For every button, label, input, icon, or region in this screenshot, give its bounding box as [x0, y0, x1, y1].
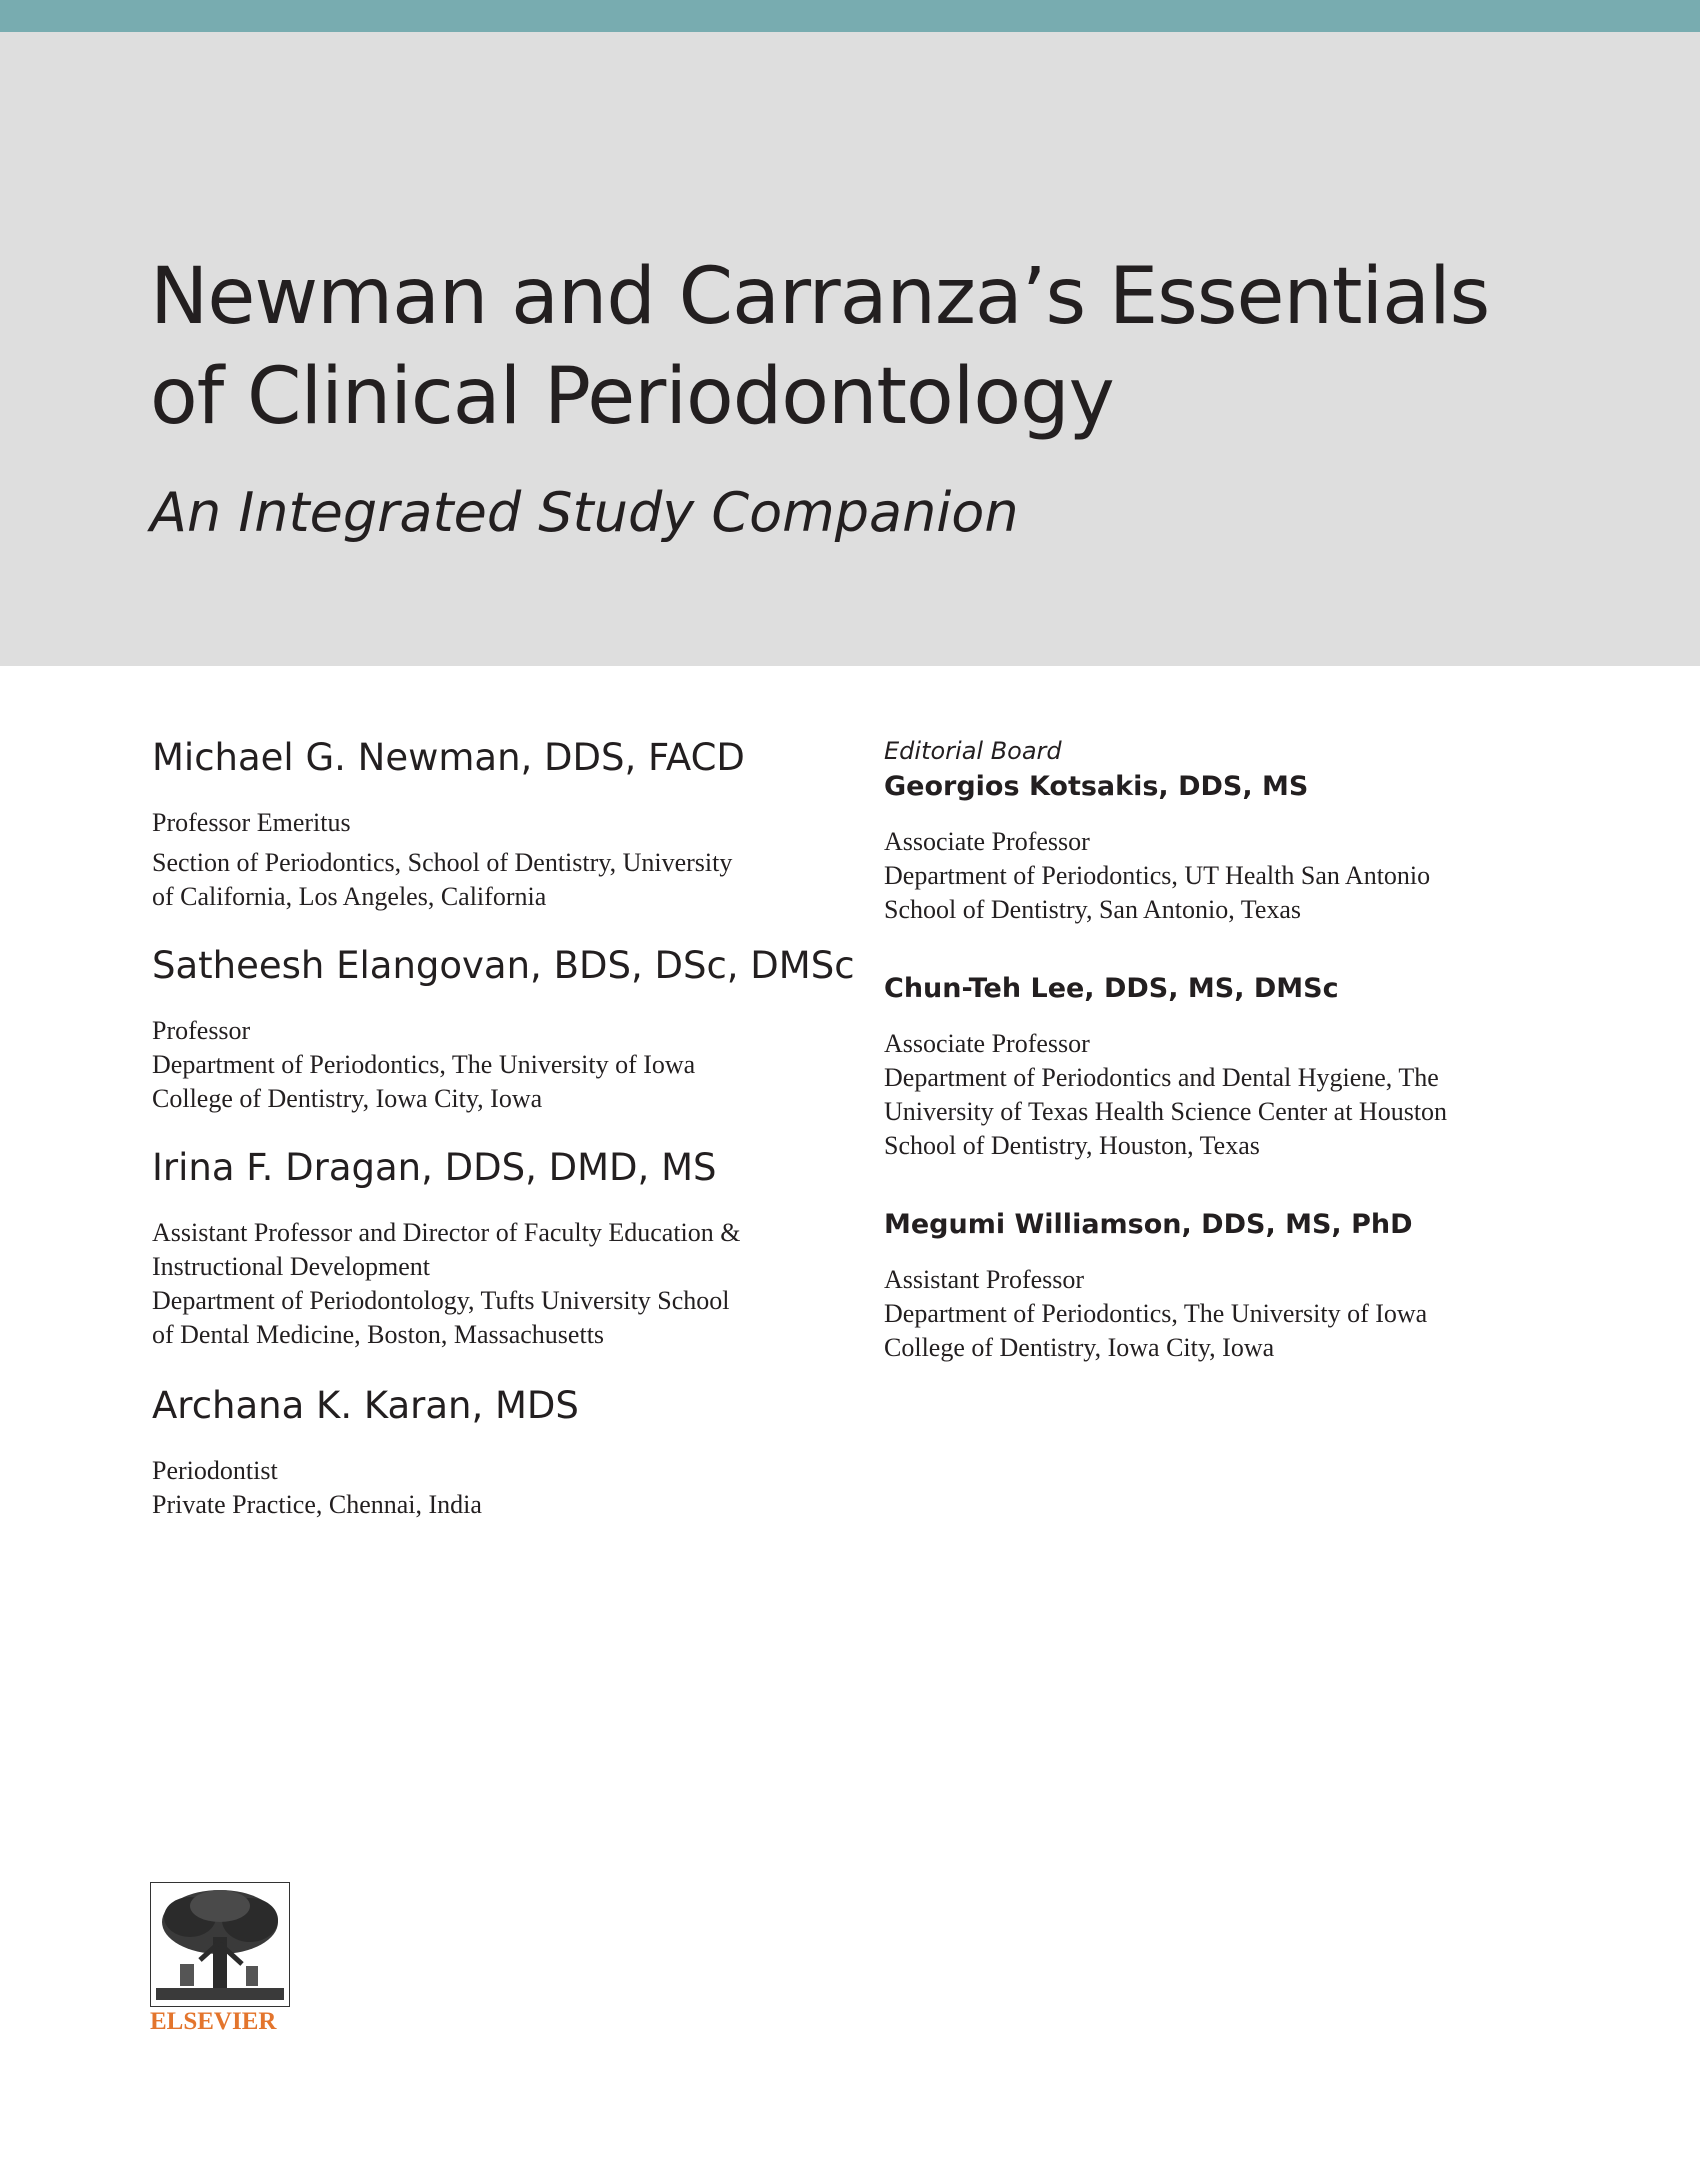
author-name: Archana K. Karan, MDS: [152, 1384, 579, 1427]
author-role: Professor: [152, 1016, 251, 1045]
board-member-affiliation-line: Department of Periodontics, UT Health San Antonio: [884, 861, 1431, 890]
board-member-role: Associate Professor: [884, 827, 1090, 856]
author-entry: [152, 1378, 832, 1522]
top-accent-stripe: [0, 0, 1700, 32]
author-name: Satheesh Elangovan, BDS, DSc, DMSc: [152, 944, 855, 987]
author-role: Professor Emeritus: [152, 808, 351, 837]
author-role: Assistant Professor and Director of Faculty Education &: [152, 1218, 741, 1247]
board-member-name: Megumi Williamson, DDS, MS, PhD: [884, 1209, 1413, 1240]
board-member-role: Assistant Professor: [884, 1265, 1085, 1294]
author-affiliation-line: Private Practice, Chennai, India: [152, 1490, 482, 1519]
board-member-affiliation-line: Department of Periodontics and Dental Hygiene, The: [884, 1063, 1439, 1092]
board-member-name: Chun-Teh Lee, DDS, MS, DMSc: [884, 973, 1339, 1004]
board-member-affiliation-line: College of Dentistry, Iowa City, Iowa: [884, 1333, 1275, 1362]
book-subtitle: An Integrated Study Companion: [150, 481, 1019, 544]
author-affiliation-line: Department of Periodontics, The University of Iowa: [152, 1050, 696, 1079]
author-role: Periodontist: [152, 1456, 278, 1485]
board-member-affiliation-line: University of Texas Health Science Center at Houston: [884, 1097, 1448, 1126]
author-name: Michael G. Newman, DDS, FACD: [152, 736, 745, 779]
book-title: [150, 247, 1650, 447]
author-name: Irina F. Dragan, DDS, DMD, MS: [152, 1146, 717, 1189]
author-affiliation-line: of Dental Medicine, Boston, Massachusetts: [152, 1320, 605, 1349]
board-member-entry: [884, 767, 1604, 927]
author-affiliation-line: of California, Los Angeles, California: [152, 882, 547, 911]
board-member-entry: [884, 969, 1604, 1163]
board-member-affiliation-line: School of Dentistry, San Antonio, Texas: [884, 895, 1302, 924]
authors-column: [152, 730, 855, 1522]
author-entry: [152, 730, 832, 914]
author-affiliation-line: College of Dentistry, Iowa City, Iowa: [152, 1084, 543, 1113]
author-entry: [152, 938, 855, 1116]
editorial-board-label: Editorial Board: [884, 737, 1062, 765]
board-member-name: Georgios Kotsakis, DDS, MS: [884, 771, 1309, 802]
author-entry: [152, 1140, 832, 1352]
author-affiliation-line: Section of Periodontics, School of Dentistry, University: [152, 848, 733, 877]
board-member-affiliation-line: School of Dentistry, Houston, Texas: [884, 1131, 1260, 1160]
author-affiliation-line: Department of Periodontology, Tufts University School: [152, 1286, 730, 1315]
publisher-name: ELSEVIER: [150, 2008, 277, 2035]
board-member-role: Associate Professor: [884, 1029, 1090, 1058]
book-title-line-1: Newman and Carranza’s Essentials: [150, 252, 1490, 342]
book-title-line-2: of Clinical Periodontology: [150, 352, 1114, 442]
author-role-continued: Instructional Development: [152, 1252, 430, 1281]
board-member-entry: [884, 1205, 1604, 1365]
editorial-board-column: [884, 735, 1604, 1365]
board-member-affiliation-line: Department of Periodontics, The University of Iowa: [884, 1299, 1428, 1328]
